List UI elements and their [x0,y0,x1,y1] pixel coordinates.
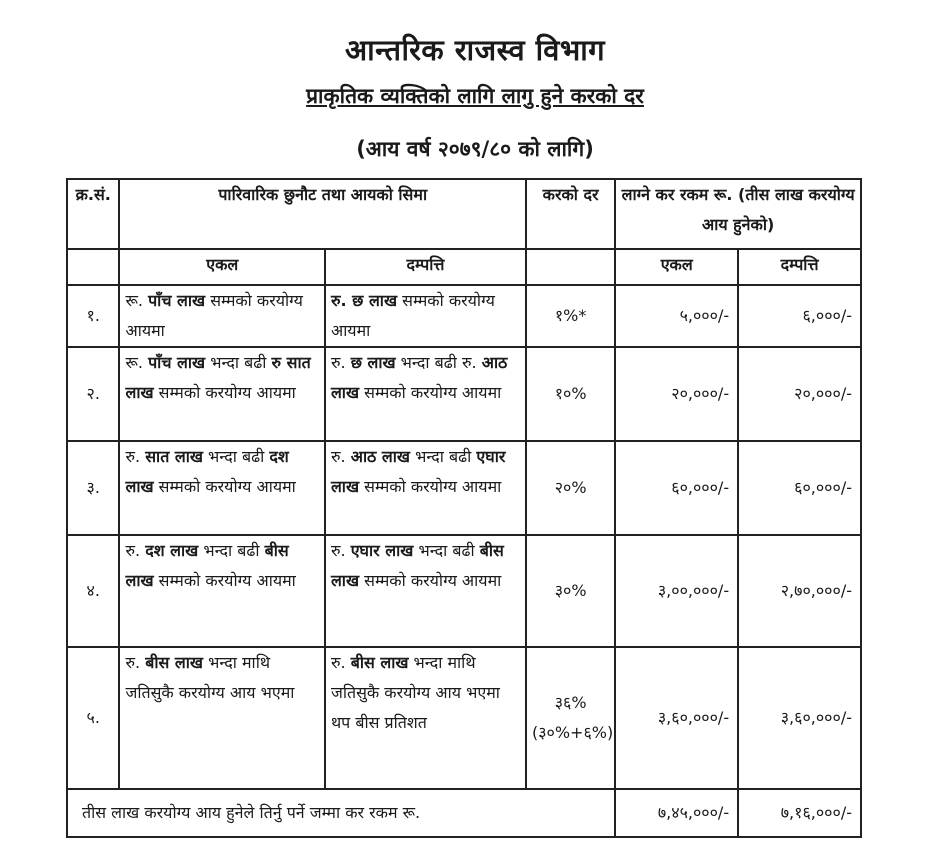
row-single-limit-text: रु. [125,653,146,672]
row-rate: २०% [526,441,615,535]
row-single-limit-bold-amount: रु सात लाख [125,353,311,402]
header-amount: लाग्ने कर रकम रू. (तीस लाख करयोग्य आय हुनेको) [615,179,861,249]
row-couple-limit-bold-amount: एघार लाख [350,541,414,560]
total-label: तीस लाख करयोग्य आय हुनेले तिर्नु पर्ने जम्मा कर रकम रू. [67,789,615,837]
row-single-limit-bold-amount: बीस लाख [125,541,289,590]
row-couple-limit-text: भन्दा माथि जतिसुकै करयोग्य आय भएमा थप बीस प्रतिशत [330,653,500,732]
row-single-limit-text: सम्मको करयोग्य आयमा [153,477,296,496]
row-amount-couple: २०,०००/- [738,347,861,441]
row-amount-couple: ३,६०,०००/- [738,647,861,789]
row-single-limit-bold-amount: सात लाख [145,447,203,466]
row-single-limit-bold-amount: दश लाख [125,447,289,496]
row-sn: २. [67,347,119,441]
row-couple-limit [325,285,526,347]
row-rate: १%* [526,285,615,347]
table-subheader-row [67,249,861,285]
row-amount-couple: २,७०,०००/- [738,535,861,647]
total-amount-single: ७,४५,०००/- [615,789,738,837]
table-row [67,347,861,441]
row-couple-limit [325,441,526,535]
row-amount-couple: ६,०००/- [738,285,861,347]
row-single-limit-text: सम्मको करयोग्य आयमा [125,291,303,340]
row-single-limit [119,347,324,441]
row-single-limit-text: भन्दा माथि जतिसुकै करयोग्य आय भएमा [125,653,295,702]
header-exemption: पारिवारिक छुनौट तथा आयको सिमा [119,179,525,249]
row-couple-limit-text: सम्मको करयोग्य आयमा [330,291,495,340]
row-couple-limit [325,647,526,789]
row-single-limit-text: रू. [125,353,149,372]
row-single-limit-text: सम्मको करयोग्य आयमा [153,383,296,402]
row-single-limit-bold-amount: पाँच लाख [148,291,206,310]
row-amount-single: ३,६०,०००/- [615,647,738,789]
row-couple-limit-text: सम्मको करयोग्य आयमा [359,571,502,590]
row-couple-limit-text: रु. [330,447,351,466]
row-couple-limit-bold-amount: बीस लाख [330,541,504,590]
header-sn: क्र.सं. [67,179,119,249]
fiscal-year: (आय वर्ष २०७९/८० को लागि) [356,137,594,161]
subheader-couple: दम्पत्ति [325,249,526,285]
row-couple-limit-bold-amount: रु. छ लाख [330,291,398,310]
row-couple-limit-text: सम्मको करयोग्य आयमा [359,477,502,496]
row-couple-limit-text: रु. [330,353,351,372]
subheader-empty [67,249,119,285]
total-amount-couple: ७,१६,०००/- [738,789,861,837]
row-couple-limit-text: भन्दा बढी [413,541,480,560]
subheader-amount-single: एकल [615,249,738,285]
table-row [67,535,861,647]
row-single-limit-text: रु. [125,447,146,466]
row-couple-limit-text: रु. [330,541,351,560]
page-title: आन्तरिक राजस्व विभाग [344,33,606,67]
row-couple-limit-text: सम्मको करयोग्य आयमा [359,383,502,402]
row-single-limit-text: भन्दा बढी [205,353,272,372]
table-header-row [67,179,861,249]
row-couple-limit-bold-amount: बीस लाख [350,653,409,672]
row-amount-single: ३,००,०००/- [615,535,738,647]
table-row [67,285,861,347]
tax-rate-table [66,178,862,838]
row-sn: ५. [67,647,119,789]
row-rate: ३०% [526,535,615,647]
row-couple-limit-bold-amount: आठ लाख [350,447,411,466]
row-single-limit-text: रु. [125,541,146,560]
row-sn: ३. [67,441,119,535]
row-couple-limit-text: रु. [330,653,351,672]
subheader-single: एकल [119,249,324,285]
row-sn: १. [67,285,119,347]
total-row [67,789,861,837]
row-couple-limit-bold-amount: आठ लाख [330,353,508,402]
row-single-limit [119,285,324,347]
row-single-limit [119,535,324,647]
row-sn: ४. [67,535,119,647]
row-single-limit-bold-amount: बीस लाख [145,653,203,672]
row-couple-limit-bold-amount: छ लाख [350,353,396,372]
row-couple-limit-bold-amount: एघार लाख [330,447,506,496]
header-rate: करको दर [526,179,615,249]
table-row [67,441,861,535]
subheader-empty [526,249,615,285]
subheader-amount-couple: दम्पत्ति [738,249,861,285]
row-amount-single: ६०,०००/- [615,441,738,535]
row-single-limit-text: रू. [125,291,149,310]
row-single-limit-text: भन्दा बढी [198,541,265,560]
row-amount-couple: ६०,०००/- [738,441,861,535]
row-rate: ३६% (३०%+६%) [526,647,615,789]
row-couple-limit [325,535,526,647]
row-amount-single: ५,०००/- [615,285,738,347]
row-amount-single: २०,०००/- [615,347,738,441]
page-subtitle: प्राकृतिक व्यक्तिको लागि लागु हुने करको दर [306,84,644,108]
row-single-limit [119,441,324,535]
row-single-limit-text: सम्मको करयोग्य आयमा [153,571,296,590]
row-single-limit-bold-amount: दश लाख [145,541,199,560]
row-couple-limit-text: भन्दा बढी रु. [395,353,482,372]
table-row [67,647,861,789]
row-single-limit-bold-amount: पाँच लाख [148,353,206,372]
row-couple-limit [325,347,526,441]
row-rate: १०% [526,347,615,441]
row-couple-limit-text: भन्दा बढी [410,447,477,466]
row-single-limit-text: भन्दा बढी [202,447,270,466]
row-single-limit [119,647,324,789]
